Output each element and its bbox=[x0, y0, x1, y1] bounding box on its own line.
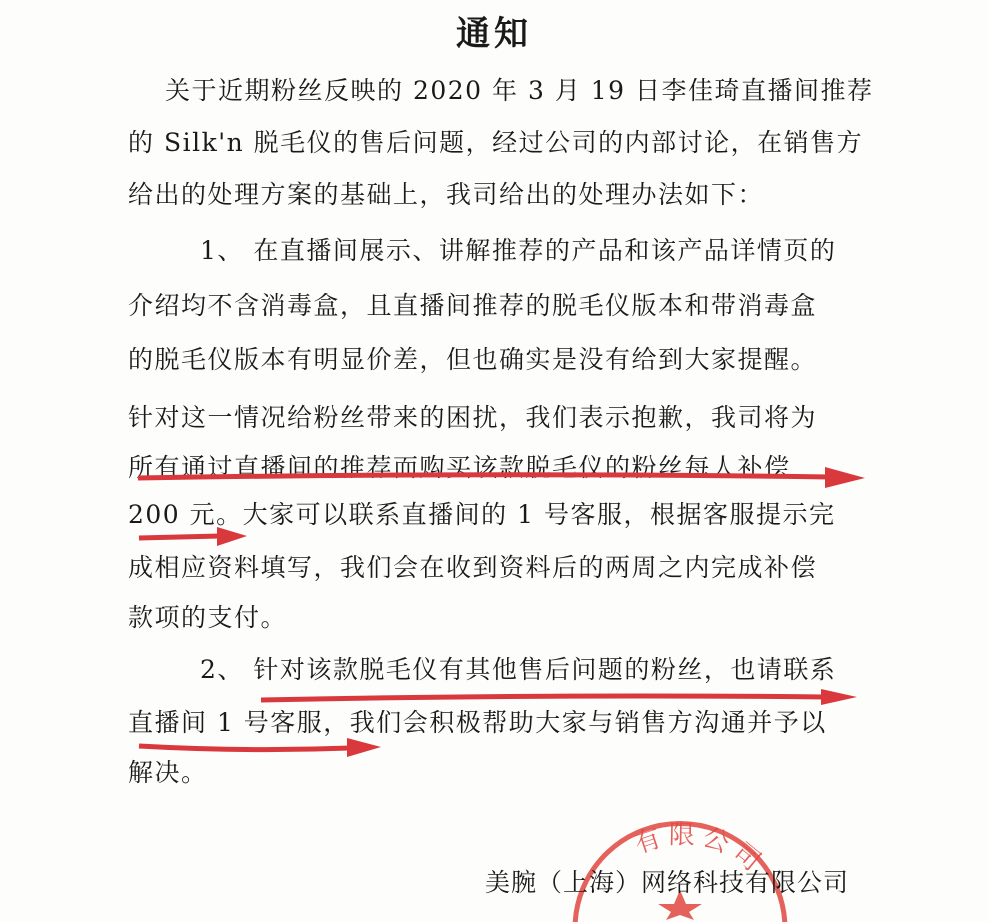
company-seal bbox=[560, 790, 800, 922]
text-line: 介绍均不含消毒盒，且直播间推荐的脱毛仪版本和带消毒盒 bbox=[128, 291, 818, 320]
signature-company-name: 美腕（上海）网络科技有限公司 bbox=[485, 868, 850, 897]
text-line: 1、 在直播间展示、讲解推荐的产品和该产品详情页的 bbox=[200, 236, 837, 265]
text-line: 直播间 1 号客服，我们会积极帮助大家与销售方沟通并予以 bbox=[128, 708, 827, 737]
text-line: 解决。 bbox=[128, 758, 208, 787]
text-line: 的脱毛仪版本有明显价差，但也确实是没有给到大家提醒。 bbox=[128, 345, 818, 374]
text-line: 给出的处理方案的基础上，我司给出的处理办法如下： bbox=[128, 180, 765, 209]
red-arrow-annotation bbox=[135, 524, 250, 550]
text-line: 关于近期粉丝反映的 2020 年 3 月 19 日李佳琦直播间推荐 bbox=[165, 76, 874, 105]
document-title: 通知 bbox=[456, 14, 532, 54]
text-line: 成相应资料填写，我们会在收到资料后的两周之内完成补偿 bbox=[128, 553, 818, 582]
text-line: 200 元。大家可以联系直播间的 1 号客服，根据客服提示完 bbox=[128, 500, 836, 529]
red-arrow-annotation bbox=[130, 462, 870, 492]
text-line: 款项的支付。 bbox=[128, 603, 288, 632]
text-line: 的 Silk'n 脱毛仪的售后问题，经过公司的内部讨论，在销售方 bbox=[128, 128, 864, 157]
red-arrow-annotation bbox=[255, 686, 865, 708]
text-line: 所有通过直播间的推荐而购买该款脱毛仪的粉丝每人补偿 bbox=[128, 453, 791, 482]
text-line: 针对这一情况给粉丝带来的困扰，我们表示抱歉，我司将为 bbox=[128, 403, 818, 432]
red-arrow-annotation bbox=[135, 732, 385, 760]
svg-text:有限公司: 有限公司 bbox=[630, 820, 771, 881]
text-line: 2、 针对该款脱毛仪有其他售后问题的粉丝，也请联系 bbox=[200, 655, 837, 684]
